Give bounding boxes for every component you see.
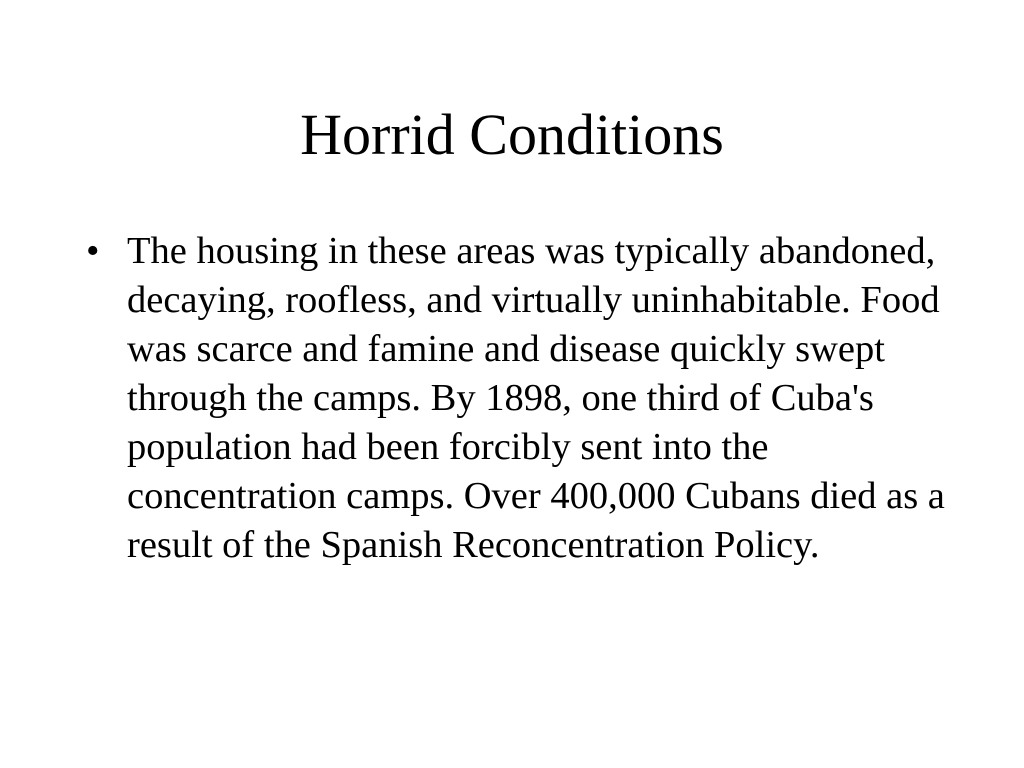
slide-title: Horrid Conditions bbox=[300, 102, 724, 167]
bullet-item bbox=[86, 227, 946, 570]
bullet-text: The housing in these areas was typically abandoned, decaying, roofless, and virtually uninhabitable. Food was scarce and famine and disease quickly swept through the camps. By 1898, one third of Cuba's population had been forcibly sent into the concentration camps. Over 400,000 Cubans died as a result of the Spanish Reconcentration Policy. bbox=[127, 230, 945, 566]
bullet-marker: • bbox=[86, 230, 100, 272]
bullet-list bbox=[86, 227, 946, 570]
